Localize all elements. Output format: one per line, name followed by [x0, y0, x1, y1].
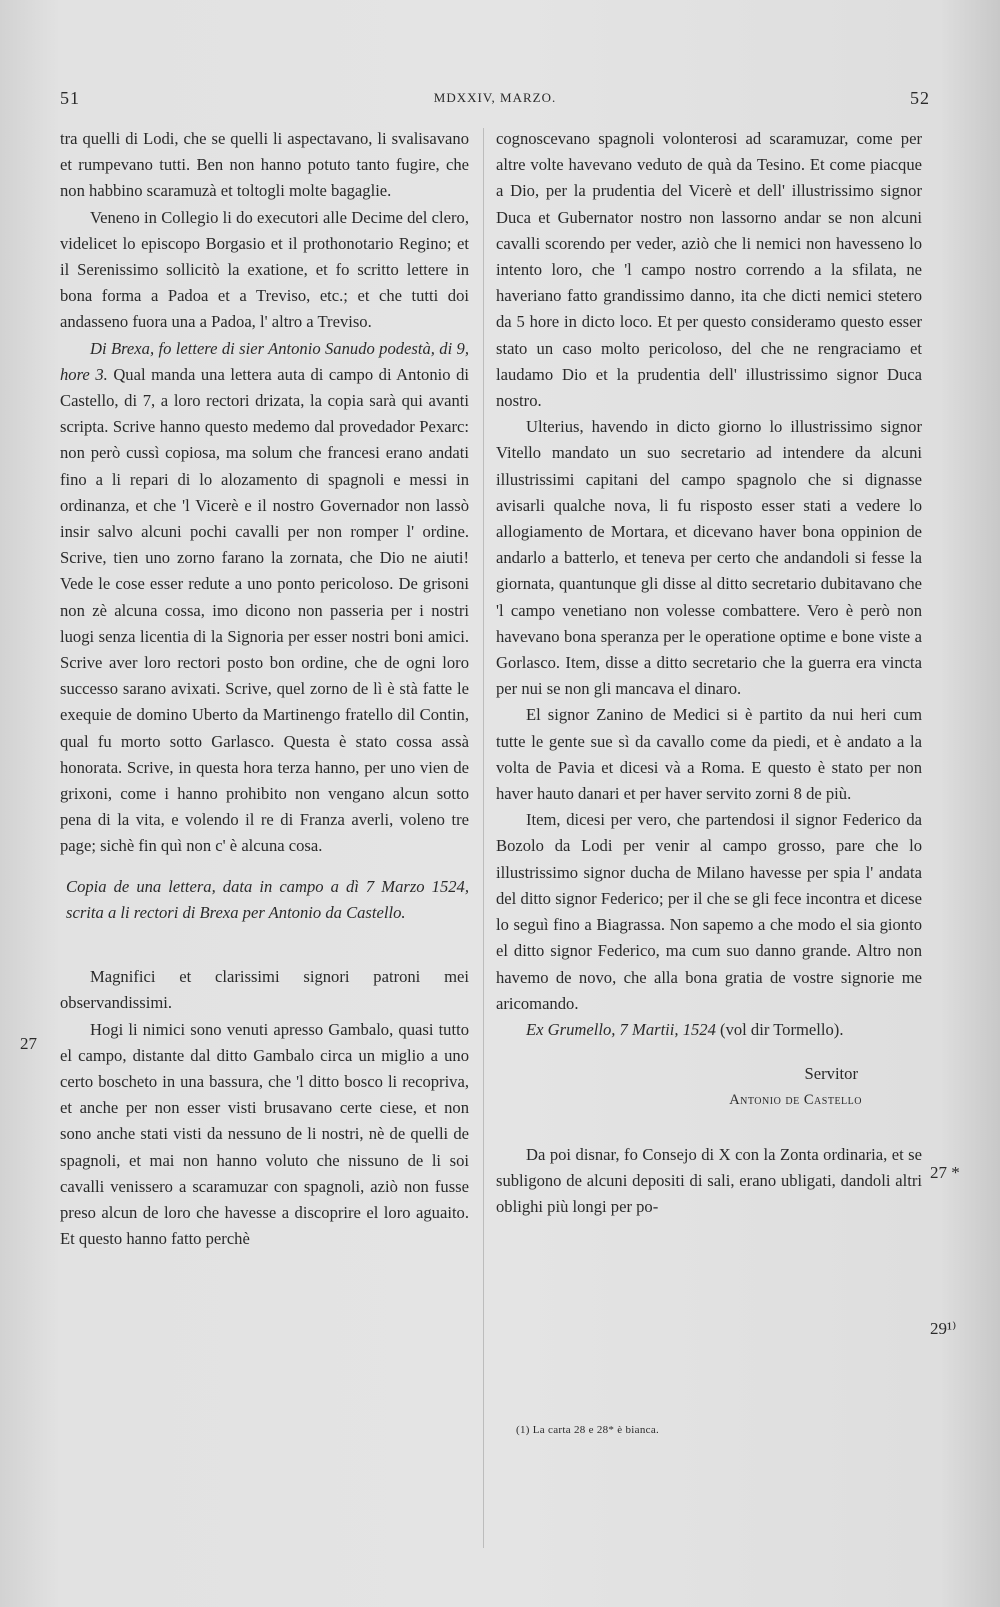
page-header — [60, 88, 930, 112]
paragraph: cognoscevano spagnoli volonterosi ad scaramuzar, come per altre volte havevano veduto de quà da Tesino. Et come piacque a Dio, per la prudentia del Vicerè et dell' illustrissimo signor Duca et Gubernator nostro non lassorno andar se non alcuni cavalli scorendo per veder, aziò che li nemici non havesseno lo intento loro, che 'l campo nostro correndo a la sfilata, ne haveriano fatto grandissimo danno, ita che dicti nemici stetero da 5 hore in dicto loco. Et per questo consideramo questo esser stato un caso molto pericoloso, del che ne rengraciamo et laudamo Dio et la prudentia dell' illustrissimo signor Duca nostro. — [496, 129, 922, 411]
signature-name: Antonio de Castello — [729, 1092, 862, 1109]
paragraph: Item, dicesi per vero, che partendosi il signor Federico da Bozolo da Lodi per venir al campo grosso, pare che lo illustrissimo signor ducha de Milano havesse per spia l' andata del ditto signor Federico; per il che se gli fece incontra et dicese lo seguì fino a Biagrassa. Non sapemo a che modo el sia gionto el ditto signor Federico, ma cum suo danno grande. Altro non havemo de novo, che alla bona gratia de vostre signorie me aricomando. — [496, 810, 922, 1013]
left-column — [60, 126, 469, 1252]
italic-phrase: Di Brexa, fo lettere di sier Antonio Sanudo podestà, di 9, hore 3. — [60, 338, 469, 384]
right-column — [496, 126, 922, 1220]
signature-label: Servitor — [804, 1064, 858, 1084]
page-number-left: 51 — [60, 88, 80, 108]
paragraph — [60, 336, 469, 860]
paragraph: Da poi disnar, fo Consejo di X con la Zonta ordinaria, et se subligono de alcuni depositi di sali, erano ubligati, dandoli altri oblighi più longi per po- — [496, 1144, 922, 1216]
column-divider — [483, 128, 484, 1548]
letter-heading: Copia de una lettera, data in campo a dì 7 Marzo 1524, scrita a li rectori di Brexa per Antonio da Castello. — [66, 876, 469, 922]
margin-note-right: 27 * — [930, 1163, 960, 1182]
running-title: MDXXIV, MARZO. — [433, 90, 557, 105]
margin-note-right-2: 29¹⁾ — [930, 1319, 957, 1338]
paragraph-text: Qual manda una lettera auta di campo di Antonio di Castello, di 7, a loro rectori drizata, la copia sarà qui avanti scripta. Scrive hanno questo medemo dal provedador Pexarc: non però cussì copiosa, ma solum che francesi erano andati fino a li repari di lo alozamento di spagnoli e messi in ordinanza, et che 'l Vicerè e il nostro Governador non lassò insir salvo alcuni pochi cavalli per non romper l' ordine. Scrive, tien uno zorno farano la zornata, che Dio ne aiuti! Vede le cose esser redute a uno ponto pericoloso. De grisoni non zè alcuna cossa, imo dicono non passeria per i nostri luogi senza licentia di la Signoria per esser nostri boni amici. Scrive aver loro rectori posto bon ordine, che de ogni loro successo sarano avixati. Scrive, quel zorno de lì è stà fatte le exequie de domino Uberto da Martinengo fratello dil Contin, qual fu morto sotto Garlasco. Questa è stato cossa assà honorata. Scrive, in questa hora terza hanno, per uno vien de grixoni, come i hanno prohibito non vengano alcun sotto pena di la vita, e volendo il re di Franza averli, voleno tre page; sichè fin quì non c' è alcuna cosa. — [60, 364, 469, 856]
page-number-right: 52 — [910, 88, 930, 108]
paragraph: Ulterius, havendo in dicto giorno lo illustrissimo signor Vitello mandato un suo secretario ad intendere da alcuni illustrissimi capitani del campo spagnolo che si dignasse avisarli qualche nova, li fu risposto esser stati a vedere lo allogiamento de Mortara, et dicevano haver bona oppinion de andarlo a batterlo, et teneva per certo che andandoli si fesse la giornata, quantunque gli disse al ditto secretario dubitavano che 'l campo venetiano non volesse combattere. Vero è però non havevano bona speranza per le operatione optime e bone viste a Gorlasco. Item, disse a ditto secretario che la guerra era vincta per nui se non gli mancava el dinaro. — [496, 417, 922, 699]
paragraph: tra quelli di Lodi, che se quelli li aspectavano, li svalisavano et rumpevano tutti. Ben non hanno potuto tanto fugire, che non habbino scaramuzà et toltogli molte bagaglie. — [60, 129, 469, 201]
dateline-text: (vol dir Tormello). — [720, 1019, 844, 1039]
salutation: Magnifici et clarissimi signori patroni mei observandissimi. — [60, 967, 469, 1013]
paragraph: Hogi li nimici sono venuti apresso Gambalo, quasi tutto el campo, distante dal ditto Gambalo circa un miglio a uno certo boscheto in una bassura, che 'l ditto bosco li recopriva, et anche per non esser visti brusavano certe ciese, et non sono anche stati visti da nessuno de li nostri, nè de quelli de spagnoli, et mai non hanno voluto che nissuno de li soi cavalli venissero a scaramuzar con spagnoli, aziò non fusse preso alcun de loro che havesse a discoprire el loro aguaito. Et questo hanno fatto perchè — [60, 1019, 469, 1249]
paragraph: El signor Zanino de Medici si è partito da nui heri cum tutte le gente sue sì da cavallo come da piedi, et è andato a la volta de Pavia et dicesi và a Roma. E questo è stato per non haver hauto danari et per haver servito zorni 8 de più. — [496, 705, 922, 804]
dateline — [496, 1017, 922, 1043]
footnote: (1) La carta 28 e 28* è bianca. — [516, 1424, 660, 1436]
paragraph: Veneno in Collegio li do executori alle Decime del clero, videlicet lo episcopo Borgasio et il prothonotario Regino; et il Serenissimo sollicitò la exatione, et fo scritto lettere in bona forma a Padoa et a Treviso, etc.; et che tutti doi andasseno fuora una a Padoa, l' altro a Treviso. — [60, 207, 469, 332]
margin-note-left: 27 — [20, 1034, 37, 1053]
italic-dateline: Ex Grumello, 7 Martii, 1524 — [526, 1019, 716, 1039]
